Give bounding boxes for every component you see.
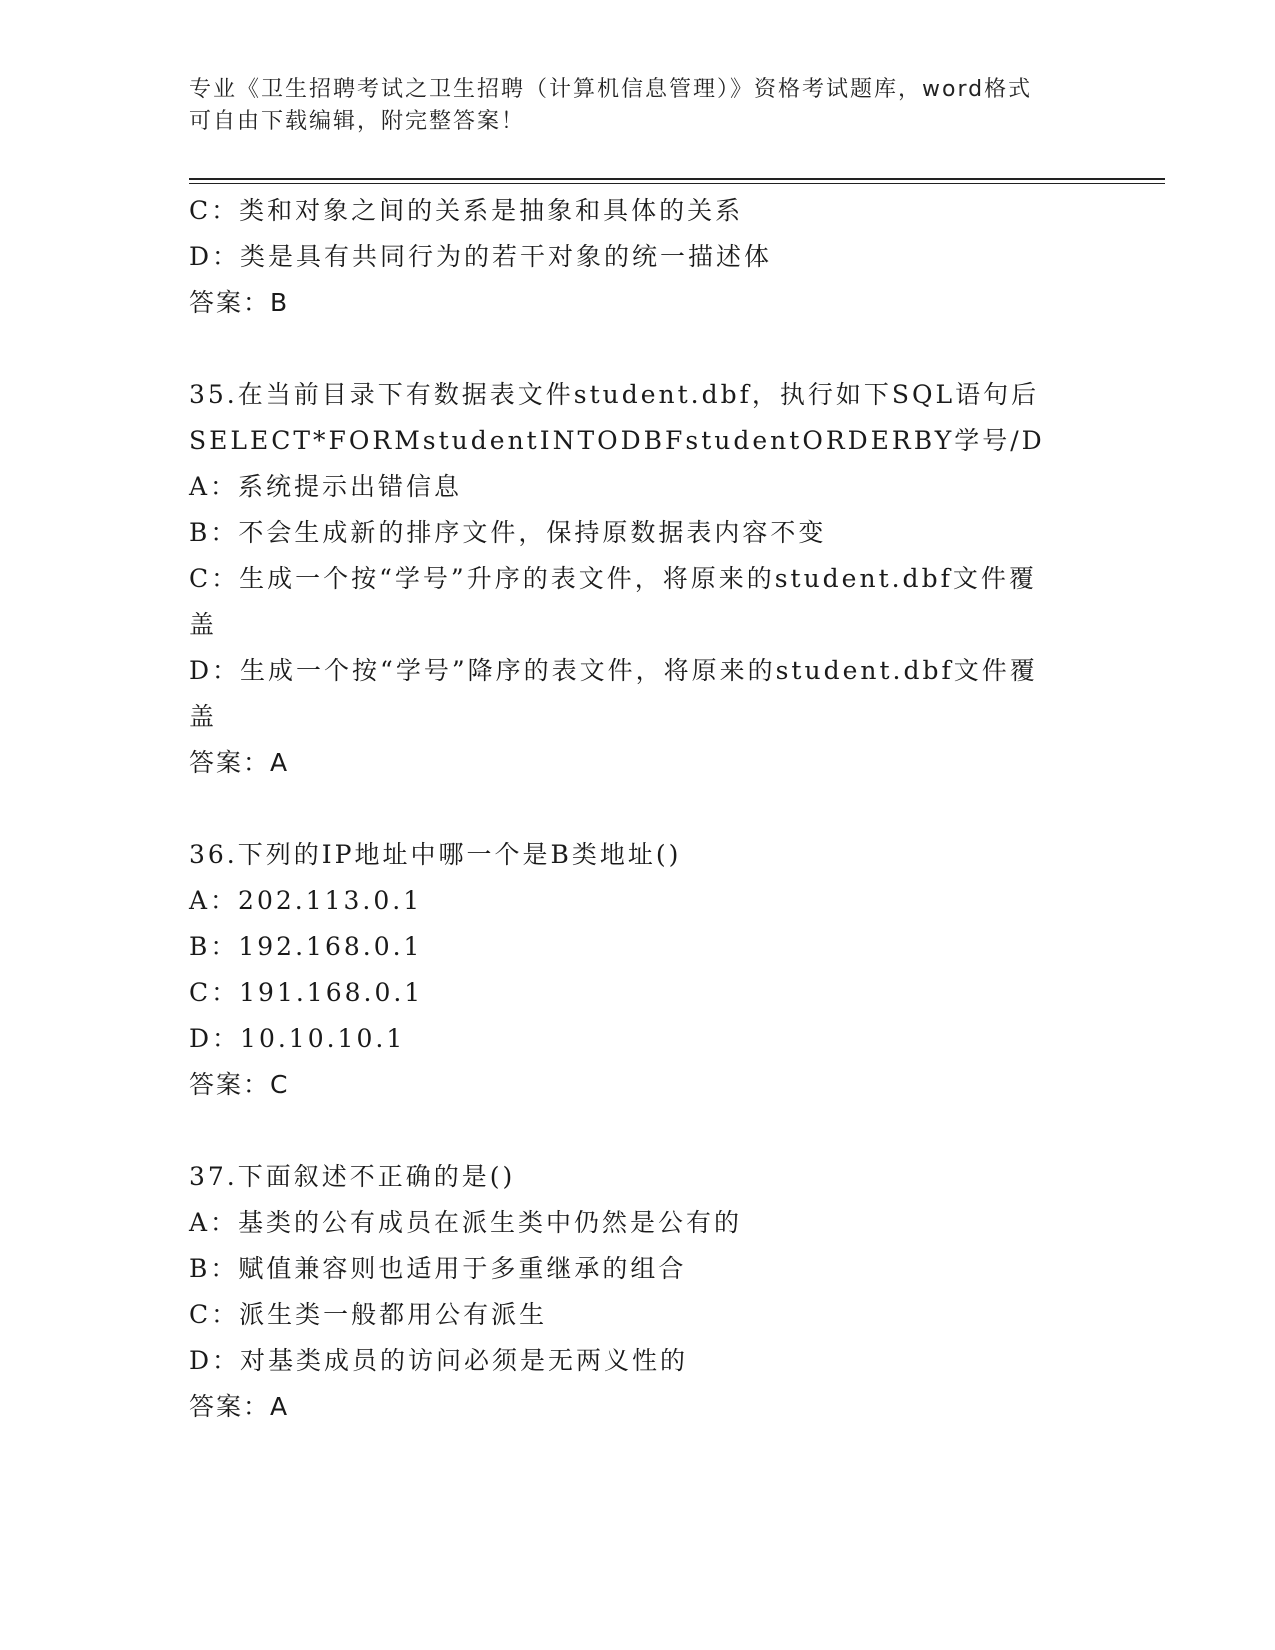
option-c: C：生成一个按“学号”升序的表文件，将原来的student.dbf文件覆 [189, 564, 1037, 593]
answer-line: 答案：B [189, 288, 290, 317]
document-header [189, 74, 1089, 138]
option-c: C：类和对象之间的关系是抽象和具体的关系 [189, 196, 744, 225]
option-c: C：派生类一般都用公有派生 [189, 1300, 548, 1329]
option-a: A：系统提示出错信息 [189, 472, 463, 501]
answer-line: 答案：A [189, 1392, 290, 1421]
option-d: D：对基类成员的访问必须是无两义性的 [189, 1346, 689, 1375]
question-stem: 36.下列的IP地址中哪一个是B类地址() [189, 840, 682, 869]
answer-line: 答案：C [189, 1070, 290, 1099]
option-d-continued: 盖 [189, 702, 218, 731]
answer-line: 答案：A [189, 748, 290, 777]
option-c-continued: 盖 [189, 610, 218, 639]
spacer [189, 1108, 1089, 1154]
option-d: D：10.10.10.1 [189, 1024, 406, 1053]
header-line-2: 可自由下载编辑，附完整答案！ [189, 109, 526, 134]
option-b: B：不会生成新的排序文件，保持原数据表内容不变 [189, 518, 827, 547]
option-a: A：202.113.0.1 [189, 886, 423, 915]
question-block-prev [189, 188, 1089, 326]
header-divider-thin [189, 183, 1165, 184]
question-stem: 37.下面叙述不正确的是() [189, 1162, 516, 1191]
option-c: C：191.168.0.1 [189, 978, 424, 1007]
header-line-1: 专业《卫生招聘考试之卫生招聘（计算机信息管理）》资格考试题库，word格式 [189, 77, 1033, 102]
option-d: D：类是具有共同行为的若干对象的统一描述体 [189, 242, 773, 271]
option-d: D：生成一个按“学号”降序的表文件，将原来的student.dbf文件覆 [189, 656, 1038, 685]
option-a: A：基类的公有成员在派生类中仍然是公有的 [189, 1208, 743, 1237]
question-stem-continued: SELECT*FORMstudentINTODBFstudentORDERBY学号/D [189, 426, 1045, 455]
question-block-35 [189, 372, 1089, 786]
header-divider-thick [189, 178, 1165, 180]
question-list [189, 188, 1089, 1430]
option-b: B：赋值兼容则也适用于多重继承的组合 [189, 1254, 687, 1283]
question-block-37 [189, 1154, 1089, 1430]
question-stem: 35.在当前目录下有数据表文件student.dbf，执行如下SQL语句后 [189, 380, 1040, 409]
spacer [189, 786, 1089, 832]
question-block-36 [189, 832, 1089, 1108]
option-b: B：192.168.0.1 [189, 932, 423, 961]
spacer [189, 326, 1089, 372]
